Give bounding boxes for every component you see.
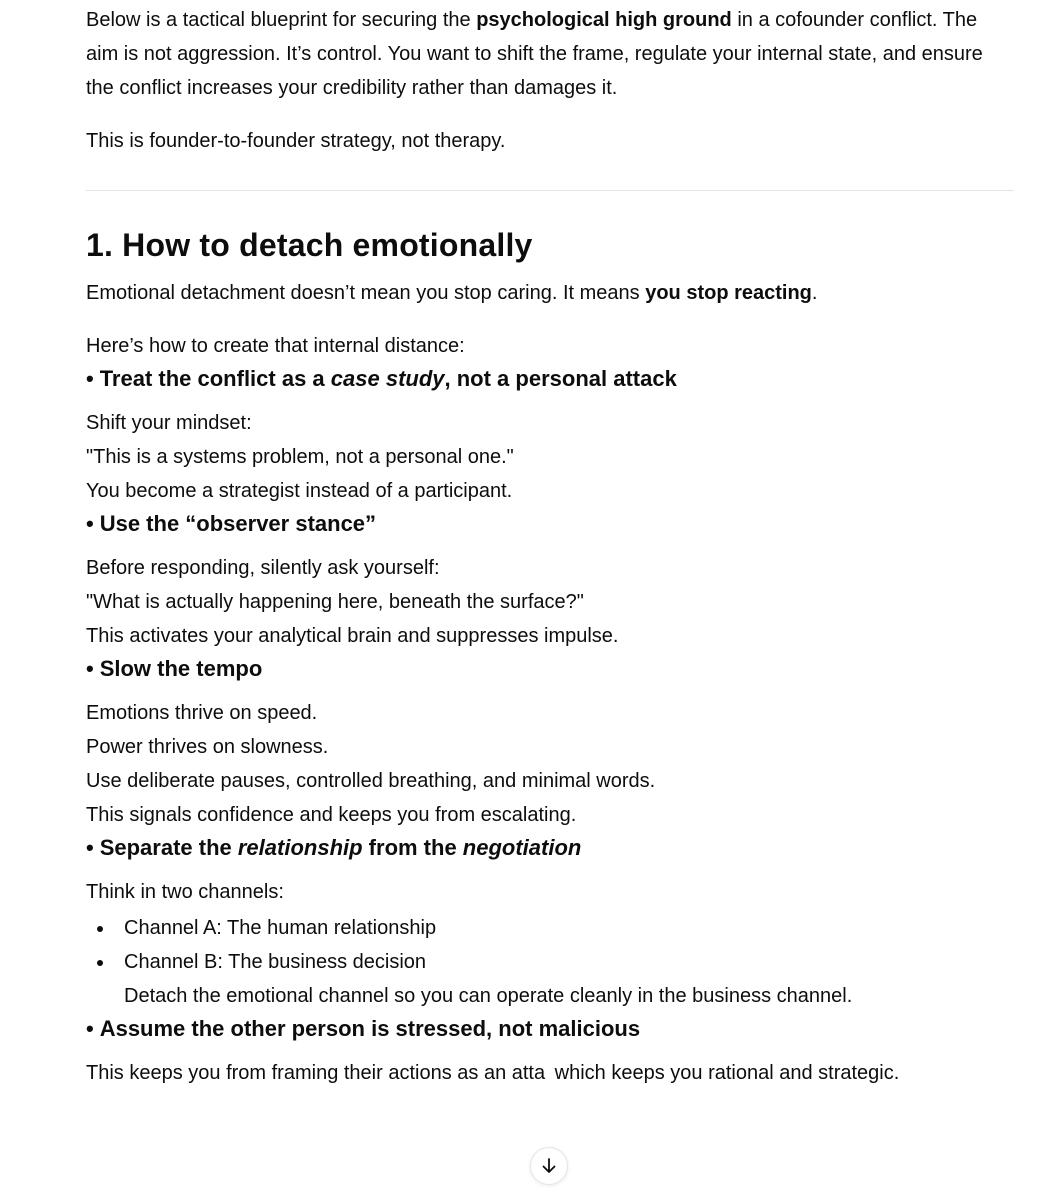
tip-line: Use deliberate pauses, controlled breathing, and minimal words. <box>86 770 656 792</box>
tip-line: Detach the emotional channel so you can operate cleanly in the business channel. <box>124 985 853 1007</box>
tip-line: Power thrives on slowness. <box>86 736 329 758</box>
section-title: 1. How to detach emotionally <box>86 227 533 263</box>
tip-heading-text-end: , not a personal attack <box>444 366 677 391</box>
tip-heading-text: Slow the tempo <box>99 656 263 681</box>
section-lead-2: Here’s how to create that internal distance: <box>86 335 465 357</box>
scroll-to-bottom-button[interactable] <box>530 1147 568 1185</box>
list-item: Channel A: The human relationship <box>124 911 1014 945</box>
section-divider <box>86 190 1014 191</box>
list-item: Channel B: The business decision <box>124 945 1014 979</box>
tip-heading-slow-tempo <box>86 653 1014 685</box>
tip-heading-emphasis: case study <box>330 366 445 391</box>
tip-line-text-start: This keeps you from framing their actions as an atta <box>86 1062 546 1084</box>
tip-heading-assume-stressed <box>86 1013 1014 1045</box>
section-lead-end: . <box>811 282 818 304</box>
tip-line: You become a strategist instead of a participant. <box>86 480 513 502</box>
tip-line: This signals confidence and keeps you from escalating. <box>86 804 577 826</box>
bullet-dot: • <box>86 511 94 536</box>
tip-heading-case-study <box>86 363 1014 395</box>
tip-heading-observer-stance <box>86 508 1014 540</box>
tip-heading-emphasis: negotiation <box>462 835 582 860</box>
intro-text-end: in a cofounder conflict. The aim is not aggression. It’s control. You want to shift the frame, regulate your internal state, and ensure the conflict increases your credibility rather than damages it. <box>86 9 983 99</box>
tip-line-text-end: which keeps you rational and strategic. <box>549 1062 900 1084</box>
bullet-dot: • <box>86 366 94 391</box>
tip-line: Before responding, silently ask yourself: <box>86 557 440 579</box>
section-lead-bold: you stop reacting <box>645 282 812 304</box>
tip-line: Think in two channels: <box>86 881 284 903</box>
intro-paragraph <box>86 3 1014 105</box>
bullet-dot: • <box>86 835 94 860</box>
intro-bold-phrase: psychological high ground <box>476 9 732 31</box>
tip-line: Emotions thrive on speed. <box>86 702 318 724</box>
tip-heading-text: Assume the other person is stressed, not malicious <box>99 1016 641 1041</box>
intro-text-start: Below is a tactical blueprint for securing the <box>86 9 477 31</box>
bullet-dot: • <box>86 1016 94 1041</box>
tip-heading-text: Use the “observer stance” <box>99 511 377 536</box>
channel-list <box>86 911 1014 979</box>
tip-heading-text: Separate the <box>99 835 238 860</box>
tip-line: Shift your mindset: <box>86 412 252 434</box>
section-lead <box>86 276 1014 310</box>
section-lead-text: Emotional detachment doesn’t mean you stop caring. It means <box>86 282 646 304</box>
tip-heading-emphasis: relationship <box>237 835 363 860</box>
tip-line: "What is actually happening here, beneath the surface?" <box>86 591 584 613</box>
tip-heading-text-mid: from the <box>362 835 463 860</box>
tip-heading-separate-relationship <box>86 832 1014 864</box>
tip-heading-text: Treat the conflict as a <box>99 366 331 391</box>
tip-line <box>86 1056 1014 1090</box>
intro-note: This is founder-to-founder strategy, not therapy. <box>86 130 506 152</box>
tip-line: "This is a systems problem, not a personal one." <box>86 446 514 468</box>
bullet-dot: • <box>86 656 94 681</box>
tip-line: This activates your analytical brain and suppresses impulse. <box>86 625 619 647</box>
message-content <box>86 0 1014 1090</box>
arrow-down-icon <box>539 1156 559 1176</box>
